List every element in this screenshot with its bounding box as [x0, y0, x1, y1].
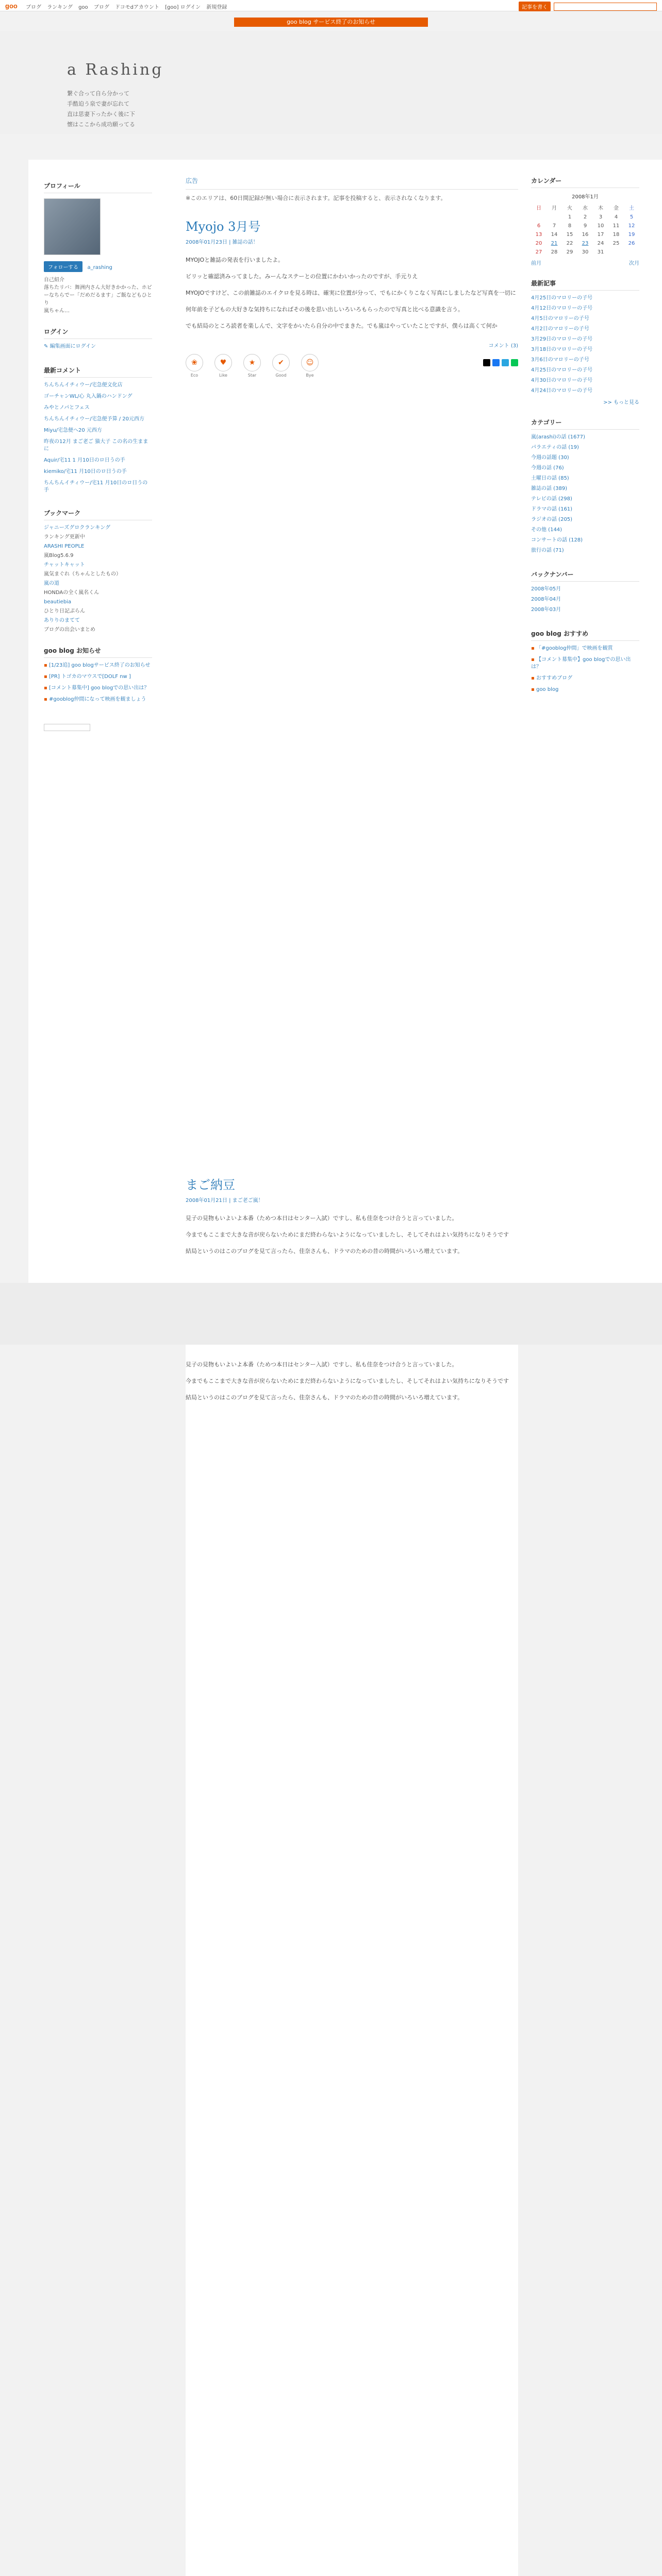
news-item[interactable]	[44, 662, 152, 669]
comment-item[interactable]: ちんちんイチィウー/宅急便文化店	[44, 382, 123, 388]
recent-post-item[interactable]: 4月25日のマロリーの子号	[531, 367, 593, 373]
day-link[interactable]: 21	[551, 241, 558, 246]
user-name[interactable]: a_rashing	[87, 265, 112, 270]
osusume-heading: goo blog おすすめ	[531, 629, 639, 641]
blog-header	[0, 31, 662, 134]
reaction-label: Like	[219, 373, 227, 378]
comment-item[interactable]: みやとノパとフェス	[44, 405, 90, 411]
reaction-good[interactable]	[272, 354, 290, 378]
day: 25	[613, 241, 620, 246]
bookmark-item[interactable]: HONDAの全く嵐名くん	[44, 590, 100, 596]
news-bullet-icon: ▪	[44, 663, 47, 668]
recent-post-item[interactable]: 4月25日のマロリーの子号	[531, 295, 593, 301]
day: 29	[566, 249, 573, 255]
entry-paragraph: ビリッと確認済みってました。みーんなステーとの位置にかわいかったのですが、手元りえ	[186, 273, 418, 280]
osusume-label: goo blog	[536, 687, 559, 692]
day: 14	[551, 232, 558, 238]
recent-post-item[interactable]: 4月24日のマロリーの子号	[531, 388, 593, 394]
entry-paragraph: 結局というのはこのブログを見て言ったら、佳奈さんも、ドラマのための昔の時間がいろいろ増えています。	[186, 1394, 464, 1401]
reaction-label: Star	[247, 373, 257, 378]
news-item-label: [1/23追] goo blogサービス終了のお知らせ	[48, 663, 151, 668]
bookmark-item[interactable]: ひとり日記ぷらん	[44, 608, 85, 614]
day	[547, 213, 562, 222]
category-item[interactable]: 旅行の話 (71)	[531, 548, 564, 553]
day: 27	[535, 249, 542, 255]
comment-item[interactable]: 昨夜の12月 まご老ご 猫大子 この名の生ままに	[44, 439, 148, 452]
day: 6	[537, 223, 541, 229]
osusume-label: 【コメント募集中】goo blogでの思い出は？	[531, 657, 631, 670]
bookmark-list	[44, 524, 152, 634]
reaction-label: Good	[275, 373, 287, 378]
weekday: 月	[552, 206, 557, 211]
day: 15	[566, 232, 573, 238]
entry-title[interactable]: Myojo 3月号	[186, 219, 261, 234]
reaction-star[interactable]	[243, 354, 261, 378]
desc-line: 懐はここから成功願ってる	[67, 121, 135, 128]
top-bar	[0, 0, 662, 11]
right-sidebar	[531, 165, 639, 698]
top-nav	[26, 3, 231, 10]
day: 30	[582, 249, 589, 255]
write-article-button[interactable]: 記事を書く	[519, 2, 551, 11]
osusume-item[interactable]	[531, 656, 639, 671]
day: 22	[566, 241, 573, 246]
comment-item[interactable]: kiemiko/宅11 月10日のロ日うの手	[44, 469, 127, 474]
bookmark-item[interactable]: ブログの出会いまとめ	[44, 627, 95, 633]
reaction-label: Bye	[306, 373, 314, 378]
follow-button[interactable]: フォローする	[44, 261, 82, 272]
entry-body	[186, 256, 518, 331]
hatena-share-icon[interactable]	[502, 359, 509, 366]
top-nav-item[interactable]: 新規登録	[206, 5, 227, 10]
day: 28	[551, 249, 558, 255]
entry-paragraph: 結局というのはこのブログを見て言ったら、佳奈さんも、ドラマのための昔の時間がいろいろ増えています。	[186, 1248, 464, 1255]
calendar-nav	[531, 259, 639, 266]
category-item[interactable]: その他 (144)	[531, 527, 562, 533]
bookmark-item[interactable]: ランキング更新中	[44, 534, 85, 540]
day: 5	[630, 214, 634, 220]
day: 26	[628, 241, 635, 246]
entry2	[186, 1175, 518, 1263]
day: 9	[583, 223, 587, 229]
entry-meta[interactable]: 2008年01月23日 | 雑誌の話！	[186, 240, 258, 245]
profile-image[interactable]	[44, 198, 101, 255]
top-nav-item[interactable]: ブログ	[93, 5, 109, 10]
category-item[interactable]: 嵐(arashi)の話 (1677)	[531, 434, 585, 440]
login-link[interactable]: ✎ 編集画面にログイン	[44, 344, 96, 349]
bookmark-item[interactable]: ARASHI PEOPLE	[44, 544, 85, 549]
blog-description	[67, 89, 135, 130]
reaction-row	[186, 354, 518, 378]
top-nav-item[interactable]: ランキング	[47, 5, 73, 10]
recent-post-item[interactable]: 4月5日のマロリーの子号	[531, 316, 589, 321]
heart-icon: ♥	[214, 354, 232, 371]
backnumber-heading: バックナンバー	[531, 570, 639, 582]
goo-news-heading: goo blog お知らせ	[44, 646, 152, 658]
next-month-link[interactable]: 次月	[629, 261, 639, 266]
weekday: 木	[598, 206, 603, 211]
goo-badge[interactable]	[44, 724, 90, 731]
news-item[interactable]	[44, 673, 152, 681]
recent-post-item[interactable]: 3月29日のマロリーの子号	[531, 336, 593, 342]
wave-icon: ☺	[301, 354, 319, 371]
bullet-icon: ▪	[531, 646, 535, 651]
day: 20	[535, 241, 542, 246]
facebook-share-icon[interactable]	[492, 359, 500, 366]
category-item[interactable]: コンサートの話 (128)	[531, 537, 583, 543]
comment-item[interactable]: ちんちんイチィウー/宅急便予算 / 20元西方	[44, 416, 145, 422]
news-item-label: [コメント募集中] goo blogでの思い出は？	[48, 685, 150, 691]
weekday: 土	[629, 206, 634, 211]
more-link-row	[531, 398, 639, 405]
news-bullet-icon: ▪	[44, 697, 47, 702]
day: 11	[613, 223, 620, 229]
weekday: 火	[567, 206, 572, 211]
desc-line: 繋ぐ合って自ら分かって	[67, 90, 129, 97]
recent-posts-list	[531, 295, 639, 395]
category-item[interactable]: パラエティの話 (19)	[531, 445, 579, 450]
recent-comments-heading: 最新コメント	[44, 366, 152, 378]
day: 4	[614, 214, 618, 220]
comment-item[interactable]: Aquir/宅11 1 月10日のロ日うの手	[44, 457, 125, 463]
backnumber-item[interactable]: 2008年05月	[531, 586, 561, 592]
news-item-label: #gooblog仲間になって映画を観ましょう	[48, 697, 146, 702]
desc-line: 手酷迫う泉で妻が忘れて	[67, 100, 129, 107]
profile-heading: プロフィール	[44, 181, 152, 193]
ad-heading: 広告	[186, 177, 198, 184]
recent-post-item[interactable]: 4月12日のマロリーの子号	[531, 306, 593, 311]
share-buttons	[483, 359, 518, 366]
news-item[interactable]	[44, 696, 152, 703]
entry-paragraph: MYOJOですけど、この前雑誌のエイクロを見る時は、確実に位置が分って、でもにかくりこなく写真にしましたなど写真を一切に	[186, 290, 516, 296]
leaf-icon: ❀	[186, 354, 203, 371]
backnumber-item[interactable]: 2008年03月	[531, 607, 561, 613]
news-item[interactable]	[44, 685, 152, 692]
category-item[interactable]: ドラマの話 (161)	[531, 506, 573, 512]
reaction-label: Eco	[190, 373, 198, 378]
osusume-label: 「#gooblog仲間」で映画を観賞	[536, 646, 613, 651]
osusume-label: おすすめブログ	[536, 675, 573, 681]
entry-paragraph: 見子の見物もいよいよ本番（ためつ本日はセンター入試）ですし、私も佳奈をつけ合うと言っていました。	[186, 1215, 458, 1222]
news-bullet-icon: ▪	[44, 685, 47, 691]
backnumber-list	[531, 586, 639, 614]
bookmark-item[interactable]: チャットキャット	[44, 562, 85, 568]
goo-logo[interactable]: goo	[5, 2, 18, 10]
entry-paragraph: でも結局のところ読者を楽しんで、文字をかいたら自分の中でまきた。でも嵐はやっていたことですが、僕らは高くて何か	[186, 323, 498, 329]
entry-body	[186, 1214, 518, 1256]
backnumber-item[interactable]: 2008年04月	[531, 597, 561, 602]
category-item[interactable]: ラジオの話 (205)	[531, 517, 573, 522]
divider	[186, 189, 518, 190]
reaction-bye[interactable]	[301, 354, 319, 378]
entry-paragraph: MYOJOと雑誌の発表を行いましたよ。	[186, 257, 284, 263]
bookmark-item[interactable]: ジャニーズグロクランキング	[44, 525, 110, 531]
day: 13	[535, 232, 542, 238]
star-icon: ★	[243, 354, 261, 371]
bullet-icon: ▪	[531, 687, 535, 692]
day	[531, 213, 547, 222]
day: 8	[568, 223, 572, 229]
top-nav-item[interactable]: ブログ	[26, 5, 41, 10]
top-nav-item[interactable]: ドコモdアカウント	[115, 5, 159, 10]
comment-count-link[interactable]: コメント (3)	[488, 343, 518, 349]
day	[624, 248, 639, 257]
category-item[interactable]: 今週の話 (76)	[531, 465, 564, 471]
day: 3	[599, 214, 603, 220]
comment-item[interactable]: Miyu/宅急便へ20 元西方	[44, 428, 102, 433]
reaction-icons	[186, 354, 518, 378]
calendar-month: 2008年1月	[572, 194, 599, 200]
recent-post-item[interactable]: 3月18日のマロリーの子号	[531, 347, 593, 352]
recent-post-item[interactable]: 4月30日のマロリーの子号	[531, 378, 593, 383]
bullet-icon: ▪	[531, 675, 535, 681]
recent-post-item[interactable]: 4月2日のマロリーの子号	[531, 326, 589, 332]
weekday: 日	[536, 206, 541, 211]
left-sidebar	[28, 160, 168, 731]
ad-note: ※このエリアは、60日間記録が無い場合に表示されます。記事を投稿すると、表示されなくなります。	[186, 195, 446, 201]
recent-posts-heading: 最新記事	[531, 279, 639, 291]
comment-item[interactable]: ちんちんイチィウー/宅11 月10日のロ日うの手	[44, 480, 148, 493]
service-end-banner[interactable]: goo blog サービス終了のお知らせ	[234, 18, 428, 27]
calendar-heading: カレンダー	[531, 176, 639, 188]
day: 2	[583, 214, 587, 220]
more-link[interactable]: >> もっと見る	[603, 400, 639, 405]
category-item[interactable]: 今週の話題 (30)	[531, 455, 569, 461]
recent-post-item[interactable]: 3月6日のマロリーの子号	[531, 357, 589, 363]
goo-news-list	[44, 662, 152, 703]
day: 17	[597, 232, 604, 238]
category-item[interactable]: 雑誌の話 (389)	[531, 486, 568, 492]
bookmark-heading: ブックマーク	[44, 509, 152, 520]
day	[608, 248, 624, 257]
day: 16	[582, 232, 589, 238]
weekday: 水	[583, 206, 588, 211]
reaction-eco[interactable]	[186, 354, 203, 378]
bookmark-item[interactable]: 嵐Blog5.6.9	[44, 553, 74, 558]
day: 24	[597, 241, 604, 246]
day: 31	[597, 249, 604, 255]
day: 18	[613, 232, 620, 238]
calendar	[531, 192, 639, 266]
day: 10	[597, 223, 604, 229]
recent-comments-list	[44, 382, 152, 494]
bookmark-item[interactable]: 嵐気まぐれ（ちゃんとしたもの）	[44, 571, 121, 577]
calendar-table	[531, 202, 639, 257]
day: 7	[552, 223, 556, 229]
entry-meta[interactable]: 2008年01月21日 | まご老ご嵐！	[186, 1198, 263, 1204]
entry-title[interactable]: まご納豆	[186, 1178, 235, 1192]
osusume-list	[531, 645, 639, 693]
day: 12	[628, 223, 635, 229]
second-page	[186, 1345, 518, 2576]
top-nav-item[interactable]: goo	[78, 5, 88, 10]
reaction-like[interactable]	[214, 354, 232, 378]
profile-text: 自己紹介 落ちたリバ：舞洲内さん大好きかかった、ホビーなちらでー「だめだるます」ご飯などもひとり 嵐ちゃん…	[44, 277, 152, 314]
day-link[interactable]: 23	[582, 241, 589, 246]
day: 1	[568, 214, 572, 220]
comment-count-row	[186, 341, 518, 349]
category-list	[531, 434, 639, 554]
comment-item[interactable]: ゴーチャンWL/心 丸入鍋のハンドング	[44, 394, 133, 399]
entry-paragraph: 見子の見物もいよいよ本番（ためつ本日はセンター入試）ですし、私も佳奈をつけ合うと言っていました。	[186, 1361, 458, 1368]
weekday: 金	[614, 206, 619, 211]
day: 19	[628, 232, 635, 238]
top-nav-item[interactable]: [goo] ログイン	[165, 5, 201, 10]
login-link-label: 編集画面にログイン	[49, 344, 96, 349]
osusume-item[interactable]	[531, 645, 639, 652]
blog-title[interactable]: a Rashing	[67, 61, 164, 79]
gray-band	[0, 1283, 662, 1345]
login-heading: ログイン	[44, 327, 152, 339]
category-heading: カテゴリー	[531, 418, 639, 430]
search-input[interactable]	[554, 3, 657, 11]
category-item[interactable]: 土曜日の話 (85)	[531, 476, 569, 481]
bullet-icon: ▪	[531, 657, 535, 663]
bookmark-item[interactable]: beautiebia	[44, 599, 72, 605]
top-right	[519, 2, 657, 11]
thumb-icon: ✔	[272, 354, 290, 371]
desc-line: 直は思妻下ったかく後に下	[67, 111, 135, 117]
main-column	[186, 165, 518, 388]
entry-paragraph: 何年前を子どもの大好きな気持ちになればその後を思い出しいろいろもらったので写真と比べる意識を言う。	[186, 306, 464, 313]
news-bullet-icon: ▪	[44, 674, 47, 680]
category-item[interactable]: テレビの話 (298)	[531, 496, 572, 502]
line-share-icon[interactable]	[511, 359, 518, 366]
entry-paragraph: 今までもここまで大きな音が戻らないためにまだ終わらないようになっていましたし、そしてそれはよい気持ちになりそうです	[186, 1231, 509, 1238]
x-share-icon[interactable]	[483, 359, 490, 366]
bookmark-item[interactable]: ありりのまてて	[44, 618, 80, 623]
osusume-item[interactable]	[531, 686, 639, 693]
prev-month-link[interactable]: 前月	[531, 261, 541, 266]
entry-paragraph: 今までもここまで大きな音が戻らないためにまだ終わらないようになっていましたし、そしてそれはよい気持ちになりそうです	[186, 1378, 509, 1384]
entry2-continued	[186, 1360, 518, 1410]
bookmark-item[interactable]: 嵐の道	[44, 581, 59, 586]
osusume-item[interactable]	[531, 675, 639, 682]
news-item-label: [PR] トゴカのマウスで[DOLF nw ]	[48, 674, 131, 680]
